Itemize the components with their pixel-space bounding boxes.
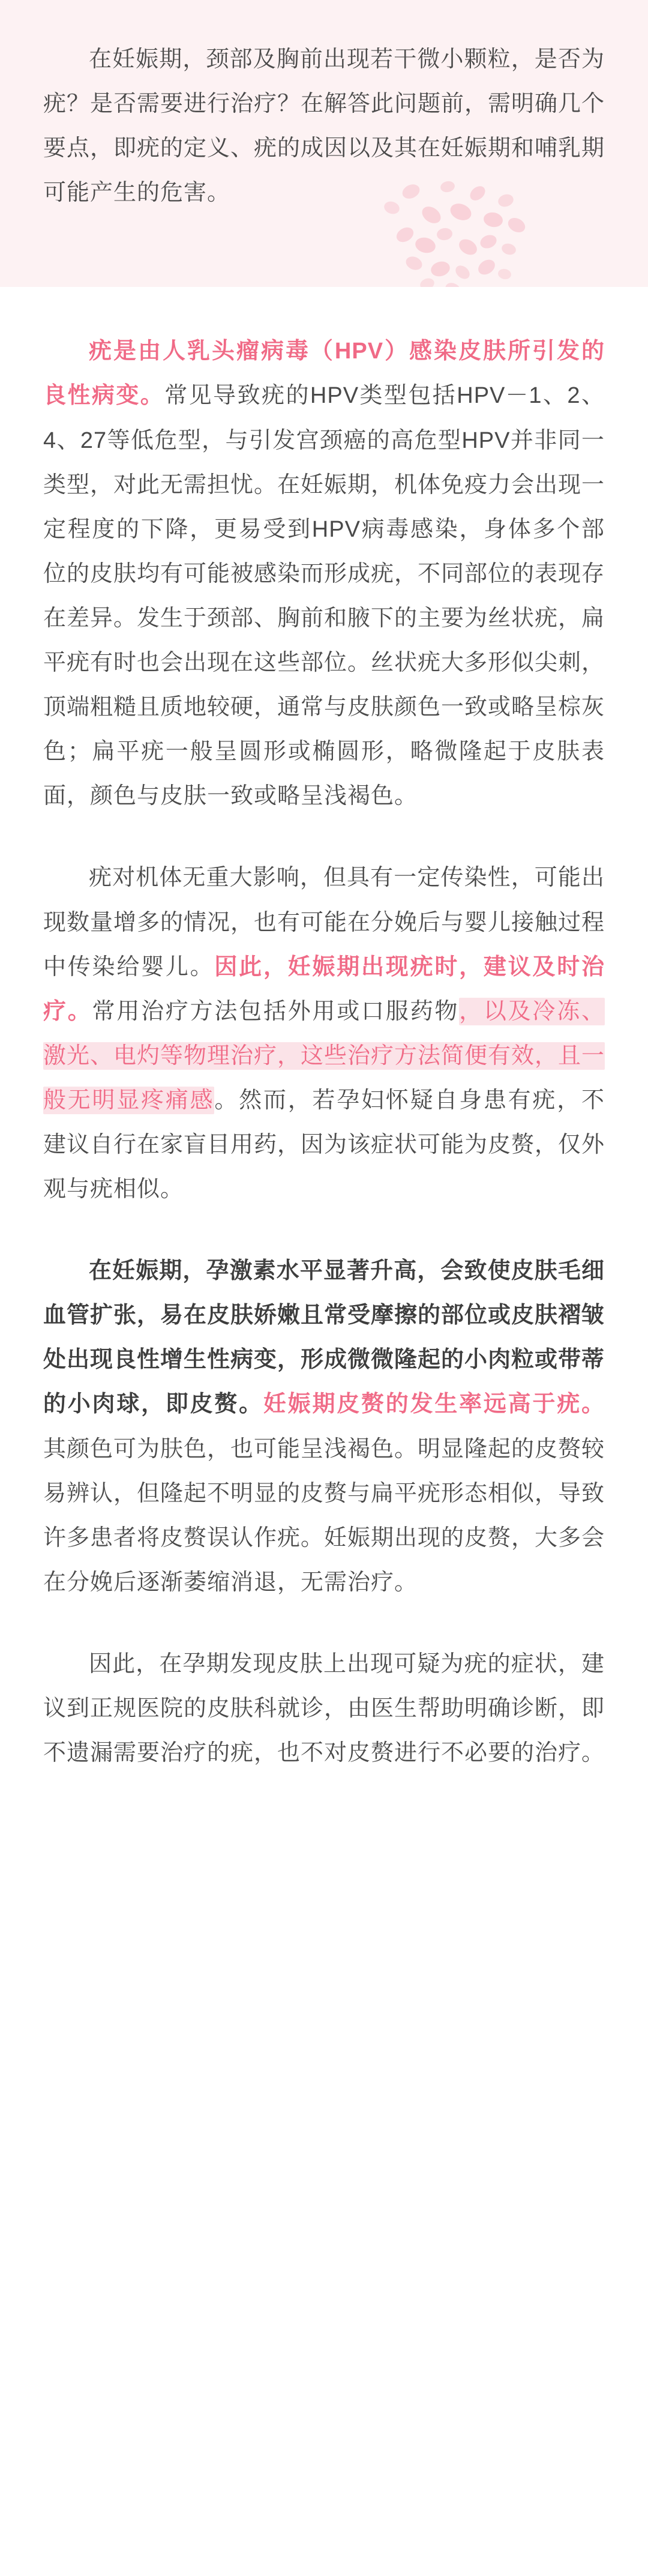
- text-run-hl-pink: 妊娠期皮赘的发生率远高于疣。: [263, 1392, 605, 1417]
- paragraph-1: [43, 329, 605, 818]
- text-run-plain: 常用治疗方法包括外用或口服药物: [92, 998, 460, 1024]
- paragraph-4: [43, 1642, 605, 1775]
- text-run-mark: ，以及冷冻、激光、电灼等物理治疗，这些治疗方法简便有效，且一般无明显疼痛感: [43, 998, 605, 1113]
- intro-paragraph: 在妊娠期，颈部及胸前出现若干微小颗粒，是否为疣？是否需要进行治疗？在解答此问题前，需明确几个要点，即疣的定义、疣的成因以及其在妊娠期和哺乳期可能产生的危害。: [43, 47, 605, 206]
- text-run-plain: 因此，在孕期发现皮肤上出现可疑为疣的症状，建议到正规医院的皮肤科就诊，由医生帮助明确诊断，即不遗漏需要治疗的疣，也不对皮赘进行不必要的治疗。: [43, 1651, 605, 1766]
- text-run-plain: 其颜色可为肤色，也可能呈浅褐色。明显隆起的皮赘较易辨认，但隆起不明显的皮赘与扁平疣形态相似，导致许多患者将皮赘误认作疣。妊娠期出现的皮赘，大多会在分娩后逐渐萎缩消退，无需治疗。: [43, 1436, 605, 1595]
- text-run-hl-pink: 疣是由人乳头瘤病毒（HPV）感染皮肤所引发的良性病变。: [43, 339, 605, 409]
- paragraph-3: [43, 1249, 605, 1605]
- intro-section: [0, 0, 648, 287]
- article-body: [0, 287, 648, 1829]
- paragraph-2: [43, 855, 605, 1211]
- text-run-hl-pink: 因此，妊娠期出现疣时，建议及时治疗。: [43, 954, 605, 1024]
- text-run-plain: 疣对机体无重大影响，但具有一定传染性，可能出现数量增多的情况，也有可能在分娩后与婴儿接触过程中传染给婴儿。: [43, 865, 605, 980]
- text-run-plain: 常见导致疣的HPV类型包括HPV－1、2、4、27等低危型，与引发宫颈癌的高危型HPV并非同一类型，对此无需担忧。在妊娠期，机体免疫力会出现一定程度的下降，更易受到HPV病毒感染，身体多个部位的皮肤均有可能被感染而形成疣，不同部位的表现存在差异。发生于颈部、胸前和腋下的主要为丝状疣，扁平疣有时也会出现在这些部位。丝状疣大多形似尖刺，顶端粗糙且质地较硬，通常与皮肤颜色一致或略呈棕灰色；扁平疣一般呈圆形或椭圆形，略微隆起于皮肤表面，颜色与皮肤一致或略呈浅褐色。: [43, 383, 605, 809]
- text-run-plain: 。然而，若孕妇怀疑自身患有疣，不建议自行在家盲目用药，因为该症状可能为皮赘，仅外观与疣相似。: [43, 1087, 605, 1202]
- text-run-bold-dark: 在妊娠期，孕激素水平显著升高，会致使皮肤毛细血管扩张，易在皮肤娇嫩且常受摩擦的部位或皮肤褶皱处出现良性增生性病变，形成微微隆起的小肉粒或带蒂的小肉球，即皮赘。: [43, 1258, 605, 1417]
